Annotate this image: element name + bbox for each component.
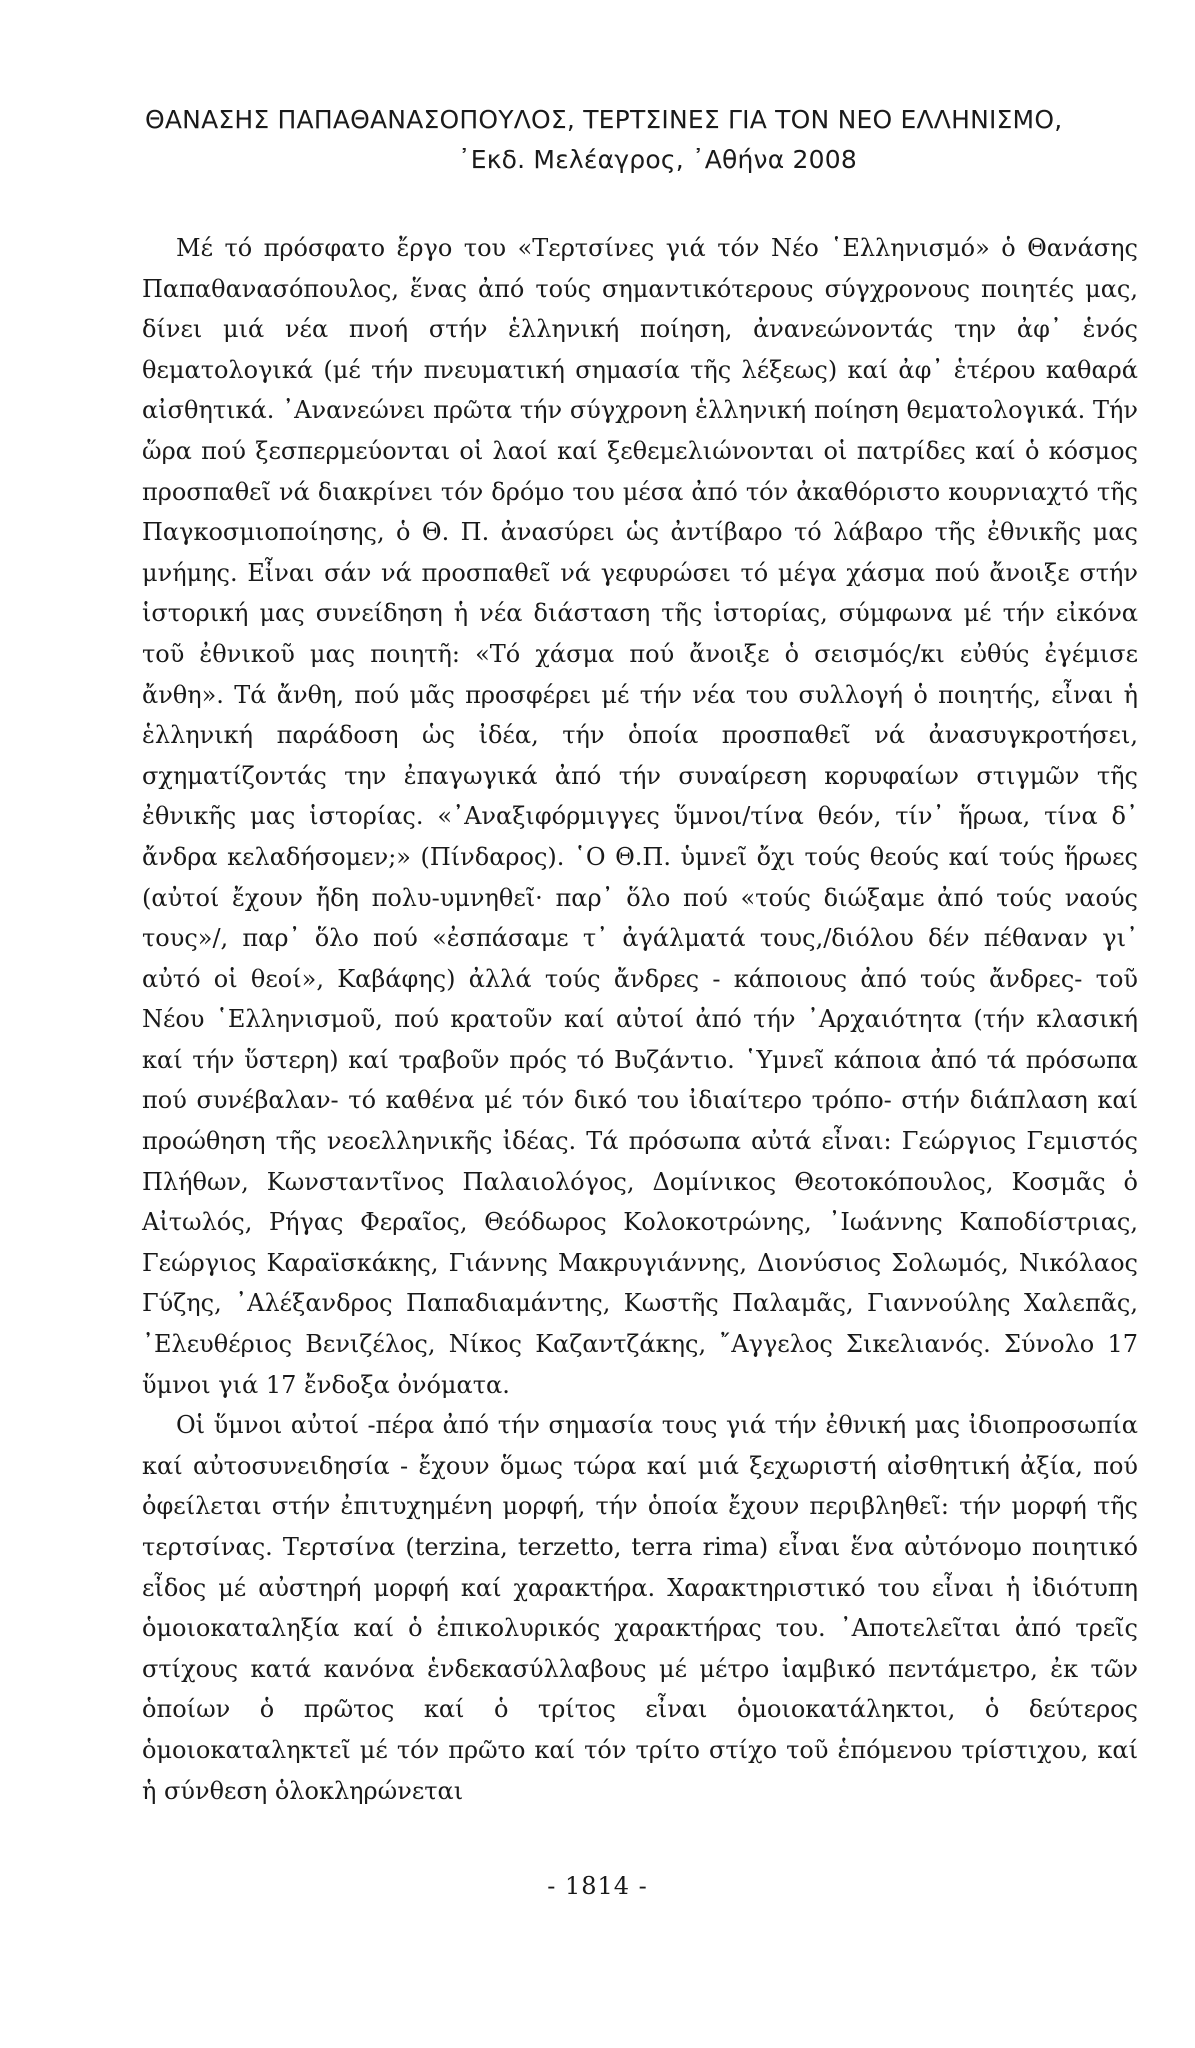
page-number: - 1814 -	[547, 1872, 648, 1900]
publisher-line: ᾿Εκδ. Μελέαγρος, ᾿Αθήνα 2008	[458, 145, 857, 174]
book-heading	[145, 100, 1130, 180]
paragraph-1: Μέ τό πρόσφατο ἔργο του «Τερτσίνες γιά τόν Νέο ῾Ελληνισμό» ὁ Θανάσης Παπαθανασόπουλος, ἕνας ἀπό τούς σημαντικότερους σύγχρονους ποιητές μας, δίνει μιά νέα πνοή στήν ἑλληνική ποίηση, ἀνανεώνοντάς την ἀφ᾿ ἑνός θεματολογικά (μέ τήν πνευματική σημασία τῆς λέξεως) καί ἀφ᾿ ἑτέρου καθαρά αἰσθητικά. ᾿Ανανεώνει πρῶτα τήν σύγχρονη ἑλληνική ποίηση θεματολογικά. Τήν ὥρα πού ξεσπερμεύονται οἱ λαοί καί ξεθεμελιώνονται οἱ πατρίδες καί ὁ κόσμος προσπαθεῖ νά διακρίνει τόν δρόμο του μέσα ἀπό τόν ἀκαθόριστο κουρνιαχτό τῆς Παγκοσμιοποίησης, ὁ Θ. Π. ἀνασύρει ὡς ἀντίβαρο τό λάβαρο τῆς ἐθνικῆς μας μνήμης. Εἶναι σάν νά προσπαθεῖ νά γεφυρώσει τό μέγα χάσμα πού ἄνοιξε στήν ἱστορική μας συνείδηση ἡ νέα διάσταση τῆς ἱστορίας, σύμφωνα μέ τήν εἰκόνα τοῦ ἐθνικοῦ μας ποιητῆ: «Τό χάσμα πού ἄνοιξε ὁ σεισμός/κι εὐθύς ἐγέμισε ἄνθη». Τά ἄνθη, πού μᾶς προσφέρει μέ τήν νέα του συλλογή ὁ ποιητής, εἶναι ἡ ἑλληνική παράδοση ὡς ἰδέα, τήν ὁποία προσπαθεῖ νά ἀνασυγκροτήσει, σχηματίζοντάς την ἐπαγωγικά ἀπό τήν συναίρεση κορυφαίων στιγμῶν τῆς ἐθνικῆς μας ἱστορίας. «᾿Αναξιφόρμιγγες ὕμνοι/τίνα θεόν, τίν᾿ ἥρωα, τίνα δ᾿ ἄνδρα κελαδήσομεν;» (Πίνδαρος). ῾Ο Θ.Π. ὑμνεῖ ὄχι τούς θεούς καί τούς ἥρωες (αὐτοί ἔχουν ἤδη πολυ-υμνηθεῖ· παρ᾿ ὅλο πού «τούς διώξαμε ἀπό τούς ναούς τους»/, παρ᾿ ὅλο πού «ἐσπάσαμε τ᾿ ἀγάλματά τους,/διόλου δέν πέθαναν γι᾿ αὐτό οἱ θεοί», Καβάφης) ἀλλά τούς ἄνδρες - κάποιους ἀπό τούς ἄνδρες- τοῦ Νέου ῾Ελληνισμοῦ, πού κρατοῦν καί αὐτοί ἀπό τήν ᾿Αρχαιότητα (τήν κλασική καί τήν ὕστερη) καί τραβοῦν πρός τό Βυζάντιο. ῾Υμνεῖ κάποια ἀπό τά πρόσωπα πού συνέβαλαν- τό καθένα μέ τόν δικό του ἰδιαίτερο τρόπο- στήν διάπλαση καί προώθηση τῆς νεοελληνικῆς ἰδέας. Τά πρόσωπα αὐτά εἶναι: Γεώργιος Γεμιστός Πλήθων, Κωνσταντῖνος Παλαιολόγος, Δομίνικος Θεοτοκόπουλος, Κοσμᾶς ὁ Αἰτωλός, Ρήγας Φεραῖος, Θεόδωρος Κολοκοτρώνης, ᾿Ιωάννης Καποδίστριας, Γεώργιος Καραϊσκάκης, Γιάννης Μακρυγιάννης, Διονύσιος Σολωμός, Νικόλαος Γύζης, ᾿Αλέξανδρος Παπαδιαμάντης, Κωστῆς Παλαμᾶς, Γιαννούλης Χαλεπᾶς, ᾿Ελευθέριος Βενιζέλος, Νίκος Καζαντζάκης, ῎Αγγελος Σικελιανός. Σύνολο 17 ὕμνοι γιά 17 ἔνδοξα ὀνόματα.	[142, 234, 1138, 1399]
book-title-line: ΘΑΝΑΣΗΣ ΠΑΠΑΘΑΝΑΣΟΠΟΥΛΟΣ, ΤΕΡΤΣΙΝΕΣ ΓΙΑ ΤΟΝ ΝΕΟ ΕΛΛΗΝΙΣΜΟ,	[145, 105, 1063, 134]
paragraph-2: Οἱ ὕμνοι αὐτοί -πέρα ἀπό τήν σημασία τους γιά τήν ἐθνική μας ἰδιοπροσωπία καί αὐτοσυνειδησία - ἔχουν ὅμως τώρα καί μιά ξεχωριστή αἰσθητική ἀξία, πού ὀφείλεται στήν ἐπιτυχημένη μορφή, τήν ὁποία ἔχουν περιβληθεῖ: τήν μορφή τῆς τερτσίνας. Τερτσίνα (terzina, terzetto, terra rima) εἶναι ἕνα αὐτόνομο ποιητικό εἶδος μέ αὐστηρή μορφή καί χαρακτήρα. Χαρακτηριστικό του εἶναι ἡ ἰδιότυπη ὁμοιοκαταληξία καί ὁ ἐπικολυρικός χαρακτήρας του. ᾿Αποτελεῖται ἀπό τρεῖς στίχους κατά κανόνα ἑνδεκασύλλαβους μέ μέτρο ἰαμβικό πεντάμετρο, ἐκ τῶν ὁποίων ὁ πρῶτος καί ὁ τρίτος εἶναι ὁμοιοκατάληκτοι, ὁ δεύτερος ὁμοιοκαταληκτεῖ μέ τόν πρῶτο καί τόν τρίτο στίχο τοῦ ἑπόμενου τρίστιχου, καί ἡ σύνθεση ὁλοκληρώνεται	[142, 1411, 1138, 1805]
review-body	[142, 228, 1138, 1811]
